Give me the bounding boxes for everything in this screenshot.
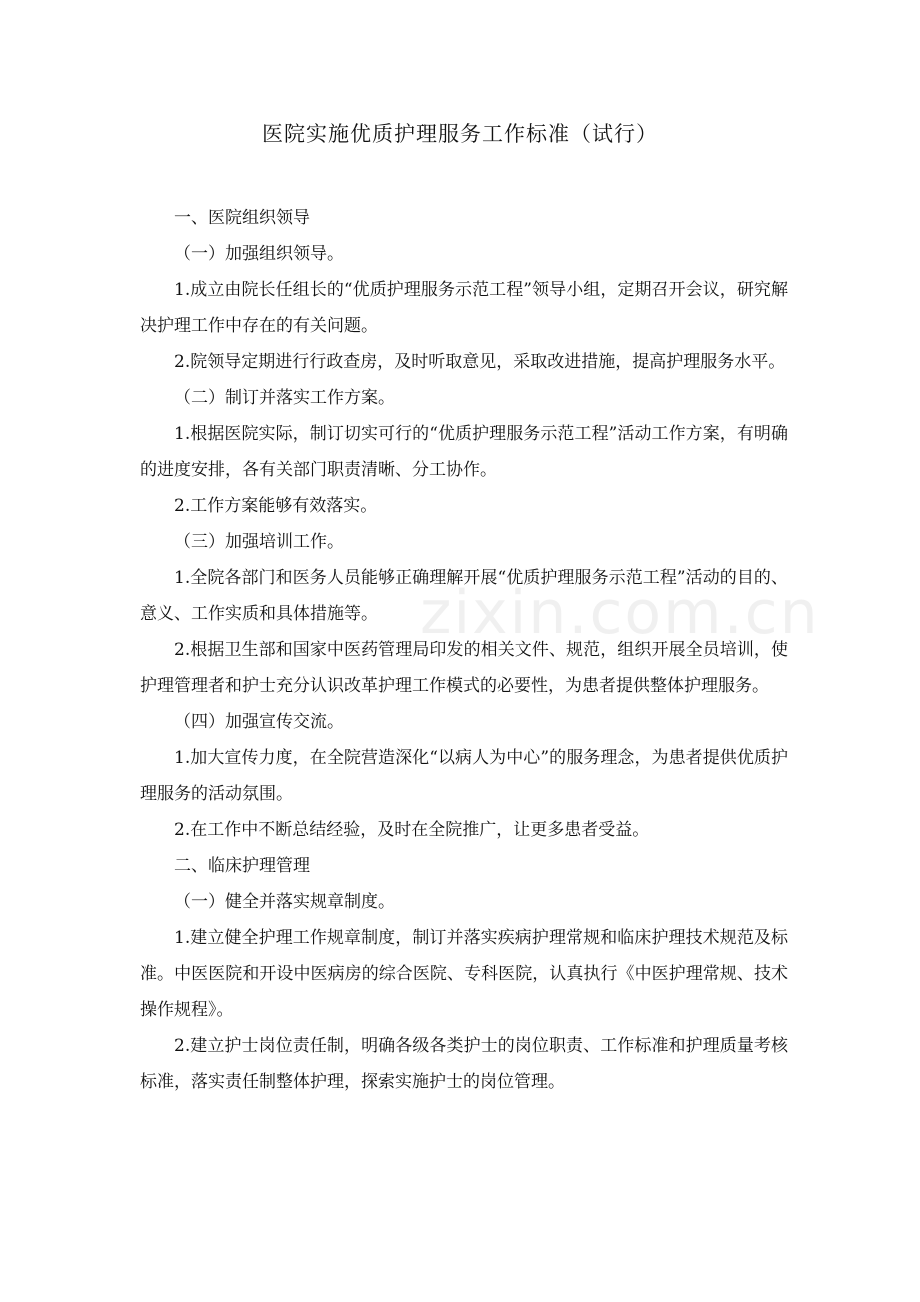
section-heading: 一、医院组织领导 <box>174 208 310 228</box>
document-body <box>140 200 788 1100</box>
subsection-heading: （二）制订并落实工作方案。 <box>174 388 395 408</box>
paragraph: 2.在工作中不断总结经验，及时在全院推广，让更多患者受益。 <box>174 820 650 840</box>
paragraph: 1.加大宣传力度，在全院营造深化“以病人为中心”的服务理念，为患者提供优质护理服务的活动氛围。 <box>140 748 788 804</box>
watermark: zixin.com.cn <box>420 578 820 648</box>
subsection-heading: （一）加强组织领导。 <box>174 244 344 264</box>
paragraph: 1.全院各部门和医务人员能够正确理解开展“优质护理服务示范工程”活动的目的、意义、工作实质和具体措施等。 <box>140 568 788 624</box>
section-heading: 二、临床护理管理 <box>174 856 310 876</box>
document-title: 医院实施优质护理服务工作标准（试行） <box>262 122 658 146</box>
paragraph: 2.院领导定期进行行政查房，及时听取意见，采取改进措施，提高护理服务水平。 <box>174 352 786 372</box>
subsection-heading: （四）加强宣传交流。 <box>174 712 344 732</box>
paragraph: 2.建立护士岗位责任制，明确各级各类护士的岗位职责、工作标准和护理质量考核标准，落实责任制整体护理，探索实施护士的岗位管理。 <box>140 1036 788 1092</box>
paragraph: 2.根据卫生部和国家中医药管理局印发的相关文件、规范，组织开展全员培训，使护理管理者和护士充分认识改革护理工作模式的必要性，为患者提供整体护理服务。 <box>140 640 788 696</box>
paragraph: 1.建立健全护理工作规章制度，制订并落实疾病护理常规和临床护理技术规范及标准。中医医院和开设中医病房的综合医院、专科医院，认真执行《中医护理常规、技术操作规程》。 <box>140 928 788 1020</box>
subsection-heading: （三）加强培训工作。 <box>174 532 344 552</box>
paragraph: 2.工作方案能够有效落实。 <box>174 496 378 516</box>
paragraph: 1.成立由院长任组长的“优质护理服务示范工程”领导小组，定期召开会议，研究解决护理工作中存在的有关问题。 <box>140 280 788 336</box>
subsection-heading: （一）健全并落实规章制度。 <box>174 892 395 912</box>
paragraph: 1.根据医院实际，制订切实可行的“优质护理服务示范工程”活动工作方案，有明确的进度安排，各有关部门职责清晰、分工协作。 <box>140 424 788 480</box>
